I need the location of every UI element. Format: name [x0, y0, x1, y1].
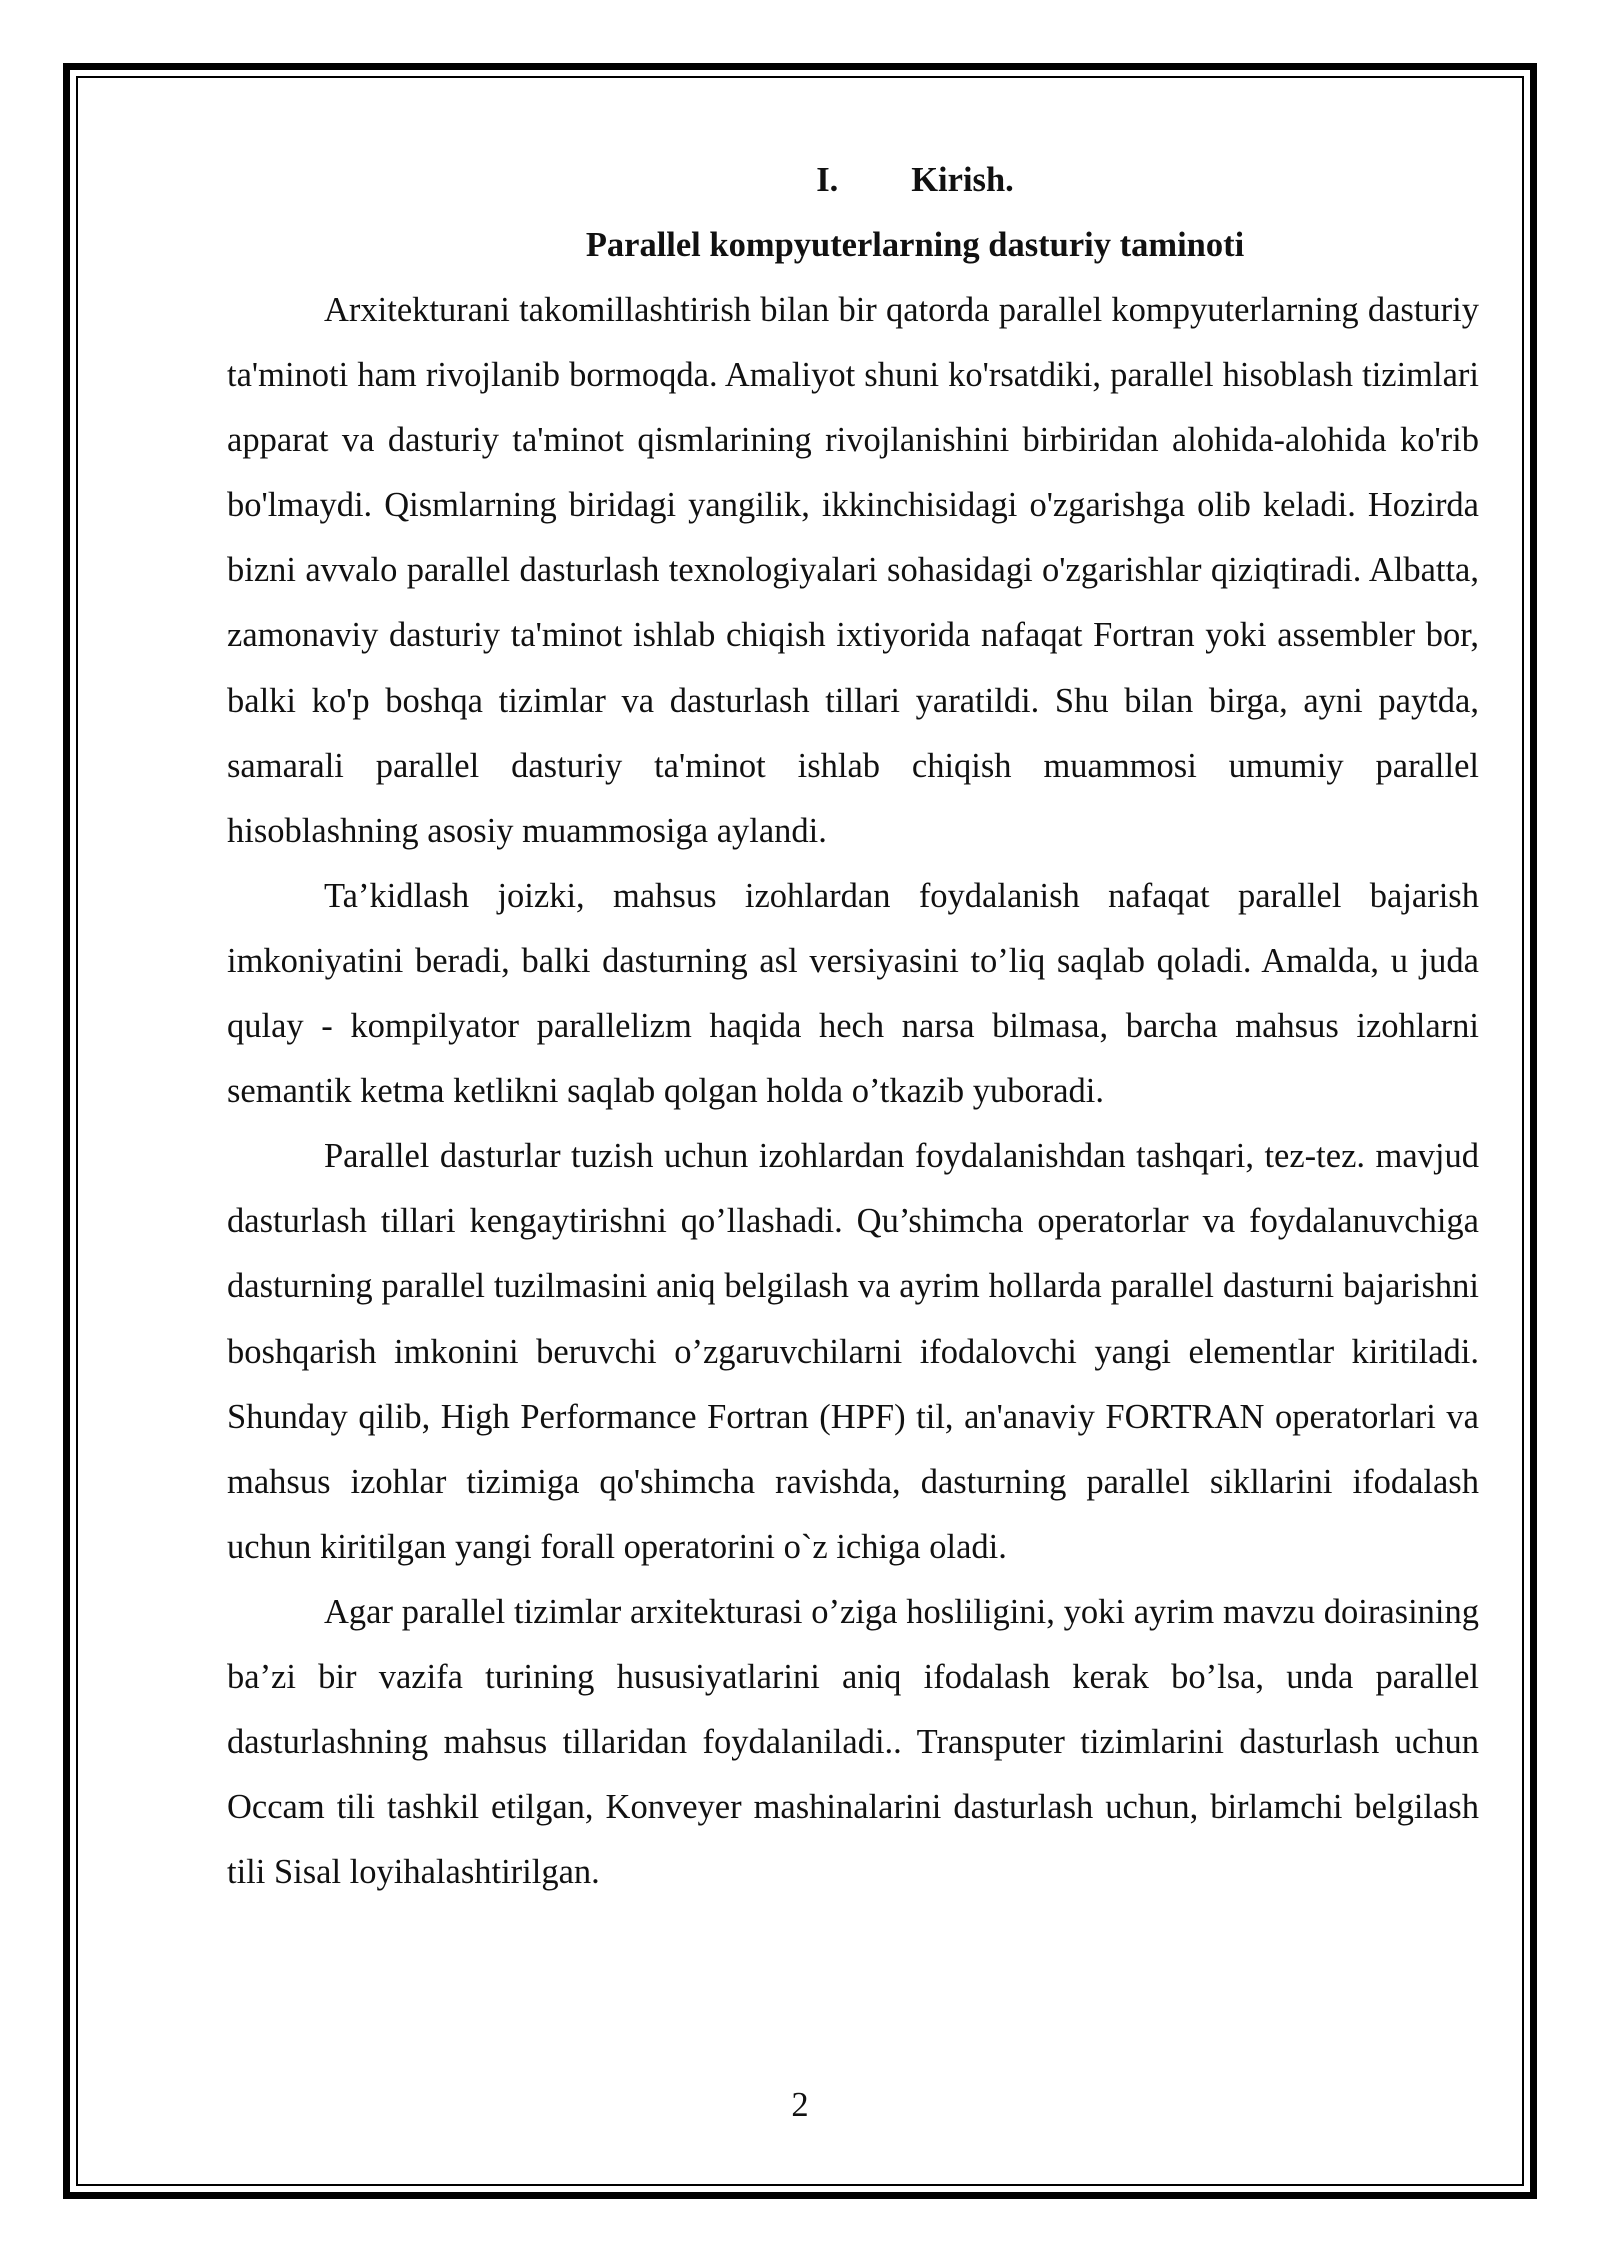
section-title: Kirish.	[911, 161, 1014, 199]
paragraph-4: Agar parallel tizimlar arxitekturasi o’ziga hosliligini, yoki ayrim mavzu doirasining ba’zi bir vazifa turining hususiyatlarini aniq ifodalash kerak bo’lsa, unda parallel dasturlashning mahsus tillaridan foydalaniladi.. Transputer tizimlarini dasturlash uchun Occam tili tashkil etilgan, Konveyer mashinalarini dasturlash uchun, birlamchi belgilash tili Sisal loyihalashtirilgan.	[227, 1592, 1479, 1892]
paragraph-2: Ta’kidlash joizki, mahsus izohlardan foydalanish nafaqat parallel bajarish imkoniyatini beradi, balki dasturning asl versiyasini to’liq saqlab qoladi. Amalda, u juda qulay - kompilyator parallelizm haqida hech narsa bilmasa, barcha mahsus izohlarni semantik ketma ketlikni saqlab qolgan holda o’tkazib yuboradi.	[227, 876, 1479, 1111]
page-content	[227, 148, 1479, 1905]
paragraph-3: Parallel dasturlar tuzish uchun izohlardan foydalanishdan tashqari, tez-tez. mavjud dasturlash tillari kengaytirishni qo’llashadi. Qu’shimcha operatorlar va foydalanuvchiga dasturning parallel tuzilmasini aniq belgilash va ayrim hollarda parallel dasturni bajarishni boshqarish imkonini beruvchi o’zgaruvchilarni ifodalovchi yangi elementlar kiritiladi. Shunday qilib, High Performance Fortran (HPF) til, an'anaviy FORTRAN operatorlari va mahsus izohlar tizimiga qo'shimcha ravishda, dasturning parallel sikllarini ifodalash uchun kiritilgan yangi forall operatorini o`z ichiga oladi.	[227, 1137, 1479, 1566]
section-subtitle: Parallel kompyuterlarning dasturiy taminoti	[585, 226, 1245, 264]
section-number: I.	[816, 161, 839, 199]
page-number: 2	[791, 2086, 809, 2124]
paragraph-1: Arxitekturani takomillashtirish bilan bir qatorda parallel kompyuterlarning dasturiy ta'minoti ham rivojlanib bormoqda. Amaliyot shuni ko'rsatdiki, parallel hisoblash tizimlari apparat va dasturiy ta'minot qismlarining rivojlanishini birbiridan alohida-alohida ko'rib bo'lmaydi. Qismlarning biridagi yangilik, ikkinchisidagi o'zgarishga olib keladi. Hozirda bizni avvalo parallel dasturlash texnologiyalari sohasidagi o'zgarishlar qiziqtiradi. Albatta, zamonaviy dasturiy ta'minot ishlab chiqish ixtiyorida nafaqat Fortran yoki assembler bor, balki ko'p boshqa tizimlar va dasturlash tillari yaratildi. Shu bilan birga, ayni paytda, samarali parallel dasturiy ta'minot ishlab chiqish muammosi umumiy parallel hisoblashning asosiy muammosiga aylandi.	[227, 291, 1479, 850]
section-heading	[227, 148, 1479, 213]
